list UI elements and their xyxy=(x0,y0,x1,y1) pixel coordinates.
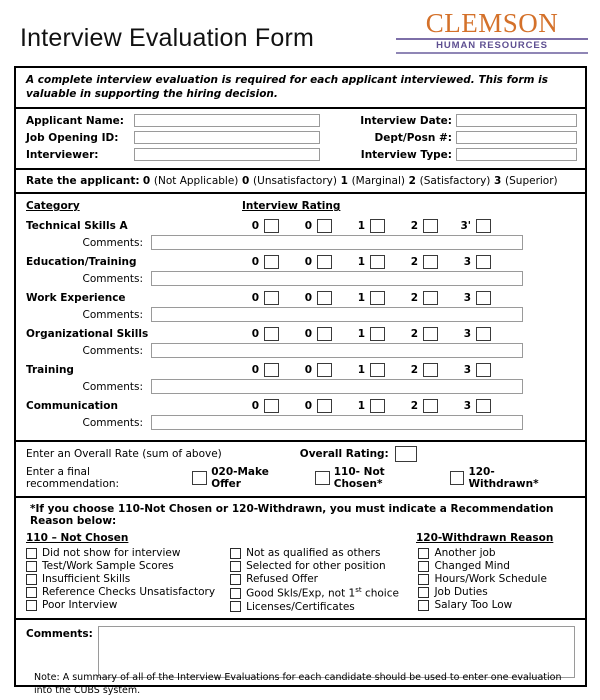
legend-number: 3 xyxy=(490,175,506,188)
reason-label: Did not show for interview xyxy=(42,547,181,560)
intro-statement: A complete interview evaluation is required for each applicant interviewed. This form is valuable in supporting the hiring decision. xyxy=(16,68,585,109)
legend-prefix: Rate the applicant: xyxy=(26,175,140,188)
legend-number: 2 xyxy=(405,175,420,188)
reason-label: Licenses/Certificates xyxy=(246,600,355,613)
rating-number: 0 xyxy=(304,292,312,305)
reason-checkbox[interactable] xyxy=(418,548,429,559)
interview-type-label: Interview Type: xyxy=(360,148,452,161)
rating-options xyxy=(242,399,491,413)
category-row xyxy=(26,219,577,233)
rating-number: 0 xyxy=(251,328,259,341)
interview-type-input[interactable] xyxy=(456,148,577,161)
category-comment-row xyxy=(26,379,577,394)
overall-rating-label: Overall Rating: xyxy=(299,448,389,461)
reason-label: Salary Too Low xyxy=(434,599,513,612)
rating-number: 0 xyxy=(251,364,259,377)
recommendation-label: 110- Not Chosen* xyxy=(333,466,385,491)
rating-option xyxy=(242,255,279,269)
rating-options xyxy=(242,219,491,233)
rating-number: 3 xyxy=(463,364,471,377)
rating-number: 2 xyxy=(410,292,418,305)
legend-description: (Superior) xyxy=(505,175,558,188)
category-label: Communication xyxy=(26,400,118,413)
reason-checkbox[interactable] xyxy=(418,561,429,572)
reason-checkbox[interactable] xyxy=(230,561,241,572)
recommendation-checkbox[interactable] xyxy=(450,471,465,485)
job-opening-id-label: Job Opening ID: xyxy=(26,131,119,144)
final-comments-label: Comments: xyxy=(26,627,93,640)
rating-number: 3 xyxy=(463,256,471,269)
recommendation-reasons-section xyxy=(16,498,585,620)
rating-option xyxy=(401,327,438,341)
rating-table-header xyxy=(26,200,577,212)
rating-option xyxy=(401,291,438,305)
category-comment-row xyxy=(26,415,577,430)
rating-option xyxy=(242,327,279,341)
interview-date-input[interactable] xyxy=(456,114,577,127)
interviewer-label: Interviewer: xyxy=(26,148,99,161)
category-row xyxy=(26,255,577,269)
reason-label: Test/Work Sample Scores xyxy=(42,560,174,573)
rating-checkbox[interactable] xyxy=(423,291,438,305)
info-row-3 xyxy=(26,148,577,161)
rating-legend xyxy=(16,170,585,194)
rating-options xyxy=(242,327,491,341)
legend-description: (Marginal) xyxy=(351,175,405,188)
rating-section xyxy=(16,194,585,442)
comments-input[interactable] xyxy=(151,307,523,322)
rating-number: 3 xyxy=(463,292,471,305)
recommendation-checkbox[interactable] xyxy=(192,471,207,485)
withdrawn-header: 120-Withdrawn Reason xyxy=(416,532,554,545)
reason-checkbox[interactable] xyxy=(26,548,37,559)
rating-checkbox[interactable] xyxy=(476,327,491,341)
recommendation-option[interactable] xyxy=(192,466,301,490)
category-comment-row xyxy=(26,271,577,286)
reason-checkbox[interactable] xyxy=(418,574,429,585)
category-comment-row xyxy=(26,235,577,250)
comments-input[interactable] xyxy=(151,235,523,250)
rating-option xyxy=(295,291,332,305)
category-comment-row xyxy=(26,307,577,322)
reason-item[interactable] xyxy=(26,573,230,585)
recommendation-option[interactable] xyxy=(315,466,436,490)
rating-checkbox[interactable] xyxy=(423,327,438,341)
rating-option xyxy=(454,219,491,233)
reason-item[interactable] xyxy=(26,586,230,598)
reason-label: Job Duties xyxy=(434,586,488,599)
category-label: Education/Training xyxy=(26,256,137,269)
reason-label: Selected for other position xyxy=(246,560,386,573)
reason-label: Reference Checks Unsatisfactory xyxy=(42,586,216,599)
category-label: Organizational Skills xyxy=(26,328,149,341)
comments-label: Comments: xyxy=(82,416,143,429)
reason-item[interactable] xyxy=(26,547,230,559)
legend-number: 1 xyxy=(336,175,352,188)
form-frame xyxy=(14,66,587,687)
reason-checkbox[interactable] xyxy=(26,600,37,611)
rating-checkbox[interactable] xyxy=(370,291,385,305)
comments-label: Comments: xyxy=(82,308,143,321)
reason-item[interactable] xyxy=(230,573,418,585)
rating-number: 1 xyxy=(357,400,365,413)
final-comments-textarea[interactable] xyxy=(98,626,575,678)
reason-item[interactable] xyxy=(418,560,577,572)
comments-input[interactable] xyxy=(151,343,523,358)
rating-checkbox[interactable] xyxy=(264,327,279,341)
rating-checkbox[interactable] xyxy=(423,399,438,413)
rating-number: 1 xyxy=(357,328,365,341)
reason-item[interactable] xyxy=(26,599,230,611)
rating-option xyxy=(348,291,385,305)
applicant-name-label: Applicant Name: xyxy=(26,114,124,127)
rating-checkbox[interactable] xyxy=(317,291,332,305)
reason-warning-text: *If you choose 110-Not Chosen or 120-Withdrawn, you must indicate a Recommendation Reason below: xyxy=(30,503,554,528)
rating-number: 2 xyxy=(410,220,418,233)
reason-checkbox[interactable] xyxy=(418,600,429,611)
legend-description: (Not Applicable) xyxy=(153,175,239,188)
reason-checkbox[interactable] xyxy=(418,587,429,598)
rating-number: 0 xyxy=(251,400,259,413)
rating-options xyxy=(242,291,491,305)
rating-option xyxy=(295,255,332,269)
rating-number: 2 xyxy=(410,400,418,413)
rating-checkbox[interactable] xyxy=(423,219,438,233)
recommendation-option[interactable] xyxy=(450,466,563,490)
final-recommendation-label: Enter a final recommendation: xyxy=(26,466,120,491)
footer-note: Note: A summary of all of the Interview Evaluations for each candidate should be used to enter one evaluation into the CUBS system. xyxy=(34,672,562,696)
comments-label: Comments: xyxy=(82,344,143,357)
applicant-info-section xyxy=(16,109,585,170)
rating-option xyxy=(454,255,491,269)
recommendation-label: 120-Withdrawn* xyxy=(468,466,539,491)
rating-option xyxy=(348,219,385,233)
rating-option xyxy=(242,291,279,305)
rating-number: 0 xyxy=(304,220,312,233)
rating-number: 0 xyxy=(251,292,259,305)
rating-option xyxy=(295,363,332,377)
rating-number: 0 xyxy=(304,364,312,377)
clemson-logo xyxy=(396,10,588,54)
reason-checkbox[interactable] xyxy=(230,601,241,612)
overall-sum-text: Enter an Overall Rate (sum of above) xyxy=(26,448,222,461)
dept-posn-input[interactable] xyxy=(456,131,577,144)
rating-option xyxy=(295,219,332,233)
rating-checkbox[interactable] xyxy=(264,363,279,377)
not-chosen-header: 110 – Not Chosen xyxy=(26,532,129,545)
category-row xyxy=(26,291,577,305)
rating-number: 3 xyxy=(463,400,471,413)
rating-option xyxy=(348,363,385,377)
reason-item[interactable] xyxy=(230,547,418,559)
rating-number: 1 xyxy=(357,292,365,305)
reason-label: Changed Mind xyxy=(434,560,510,573)
legend-description: (Satisfactory) xyxy=(419,175,491,188)
info-row-2 xyxy=(26,131,577,144)
reason-item[interactable] xyxy=(418,573,577,585)
comments-label: Comments: xyxy=(82,236,143,249)
reason-item[interactable] xyxy=(230,560,418,572)
rating-option xyxy=(242,399,279,413)
rating-options xyxy=(242,255,491,269)
reason-item[interactable] xyxy=(26,560,230,572)
rating-number: 1 xyxy=(357,256,365,269)
rating-option xyxy=(454,399,491,413)
reason-column-c xyxy=(418,547,577,614)
reason-column-b xyxy=(230,547,418,614)
reason-item[interactable] xyxy=(418,586,577,598)
reason-item[interactable] xyxy=(230,586,418,600)
reason-checkbox[interactable] xyxy=(26,561,37,572)
rating-checkbox[interactable] xyxy=(317,255,332,269)
category-label: Work Experience xyxy=(26,292,126,305)
reason-checkbox[interactable] xyxy=(230,548,241,559)
rating-option xyxy=(295,327,332,341)
rating-checkbox[interactable] xyxy=(264,291,279,305)
rating-checkbox[interactable] xyxy=(317,219,332,233)
rating-checkbox[interactable] xyxy=(370,219,385,233)
rating-checkbox[interactable] xyxy=(476,219,491,233)
category-label: Training xyxy=(26,364,74,377)
recommendation-label: 020-Make Offer xyxy=(211,466,269,491)
category-row xyxy=(26,399,577,413)
rating-number: 0 xyxy=(304,256,312,269)
rating-checkbox[interactable] xyxy=(317,399,332,413)
comments-input[interactable] xyxy=(151,415,523,430)
reason-label: Another job xyxy=(434,547,496,560)
rating-option xyxy=(454,327,491,341)
reason-label: Hours/Work Schedule xyxy=(434,573,547,586)
rating-option xyxy=(401,219,438,233)
reason-item[interactable] xyxy=(418,547,577,559)
rating-number: 0 xyxy=(304,400,312,413)
rating-number: 0 xyxy=(304,328,312,341)
page-title: Interview Evaluation Form xyxy=(20,24,315,52)
overall-rating-section xyxy=(16,442,585,498)
final-recommendation-row xyxy=(26,466,577,490)
rating-option xyxy=(454,363,491,377)
rating-option xyxy=(348,255,385,269)
reason-label: Refused Offer xyxy=(246,573,318,586)
rating-number: 2 xyxy=(410,256,418,269)
rating-number: 1 xyxy=(357,364,365,377)
legend-number: 0 xyxy=(142,175,154,188)
rating-option xyxy=(295,399,332,413)
category-row xyxy=(26,363,577,377)
rating-checkbox[interactable] xyxy=(317,327,332,341)
reason-columns xyxy=(26,547,577,614)
rating-number: 2 xyxy=(410,328,418,341)
category-row xyxy=(26,327,577,341)
rating-checkbox[interactable] xyxy=(264,219,279,233)
rating-checkbox[interactable] xyxy=(370,399,385,413)
applicant-name-input[interactable] xyxy=(134,114,320,127)
rating-number: 0 xyxy=(251,220,259,233)
comments-label: Comments: xyxy=(82,380,143,393)
rating-checkbox[interactable] xyxy=(476,363,491,377)
rating-checkbox[interactable] xyxy=(370,363,385,377)
legend-description: (Unsatisfactory) xyxy=(253,175,337,188)
rating-number: 2 xyxy=(410,364,418,377)
rating-number: 3' xyxy=(460,220,471,233)
logo-rule-bottom xyxy=(396,52,588,54)
rating-option xyxy=(454,291,491,305)
interview-rating-column-header: Interview Rating xyxy=(242,200,341,213)
page-header xyxy=(0,0,600,66)
rating-number: 1 xyxy=(357,220,365,233)
dept-posn-label: Dept/Posn #: xyxy=(374,131,452,144)
reason-label: Not as qualified as others xyxy=(246,547,381,560)
reason-checkbox[interactable] xyxy=(26,587,37,598)
rating-checkbox[interactable] xyxy=(370,255,385,269)
rating-number: 0 xyxy=(251,256,259,269)
comments-input[interactable] xyxy=(151,379,523,394)
rating-option xyxy=(348,327,385,341)
job-opening-id-input[interactable] xyxy=(134,131,320,144)
rating-checkbox[interactable] xyxy=(476,399,491,413)
rating-checkbox[interactable] xyxy=(264,399,279,413)
overall-rate-row xyxy=(26,446,577,462)
reason-item[interactable] xyxy=(230,601,418,613)
legend-number: 0 xyxy=(238,175,254,188)
rating-checkbox[interactable] xyxy=(317,363,332,377)
rating-checkbox[interactable] xyxy=(423,255,438,269)
rating-option xyxy=(242,363,279,377)
rating-option xyxy=(401,399,438,413)
reason-column-headers xyxy=(26,532,577,544)
reason-checkbox[interactable] xyxy=(26,574,37,585)
info-row-1 xyxy=(26,114,577,127)
category-label: Technical Skills A xyxy=(26,220,128,233)
logo-subtitle: HUMAN RESOURCES xyxy=(436,40,548,51)
interview-date-label: Interview Date: xyxy=(360,114,452,127)
comments-label: Comments: xyxy=(82,272,143,285)
reason-label: Insufficient Skills xyxy=(42,573,131,586)
rating-checkbox[interactable] xyxy=(370,327,385,341)
recommendation-options xyxy=(192,466,577,490)
rating-option xyxy=(348,399,385,413)
reason-label: Poor Interview xyxy=(42,599,118,612)
rating-options xyxy=(242,363,491,377)
reason-checkbox[interactable] xyxy=(230,574,241,585)
logo-wordmark: CLEMSON xyxy=(425,8,559,38)
overall-rating-input[interactable] xyxy=(395,446,417,462)
rating-number: 3 xyxy=(463,328,471,341)
category-column-header: Category xyxy=(26,200,80,213)
rating-option xyxy=(242,219,279,233)
reason-column-a xyxy=(26,547,230,614)
rating-checkbox[interactable] xyxy=(476,291,491,305)
legend-items xyxy=(143,175,558,187)
rating-checkbox[interactable] xyxy=(423,363,438,377)
reason-checkbox[interactable] xyxy=(230,588,241,599)
category-rows xyxy=(26,219,577,430)
rating-option xyxy=(401,363,438,377)
rating-option xyxy=(401,255,438,269)
rating-checkbox[interactable] xyxy=(264,255,279,269)
interviewer-input[interactable] xyxy=(134,148,320,161)
rating-checkbox[interactable] xyxy=(476,255,491,269)
reason-item[interactable] xyxy=(418,599,577,611)
reason-label: Good Skls/Exp, not 1st choice xyxy=(246,586,399,600)
comments-input[interactable] xyxy=(151,271,523,286)
recommendation-checkbox[interactable] xyxy=(315,471,330,485)
category-comment-row xyxy=(26,343,577,358)
